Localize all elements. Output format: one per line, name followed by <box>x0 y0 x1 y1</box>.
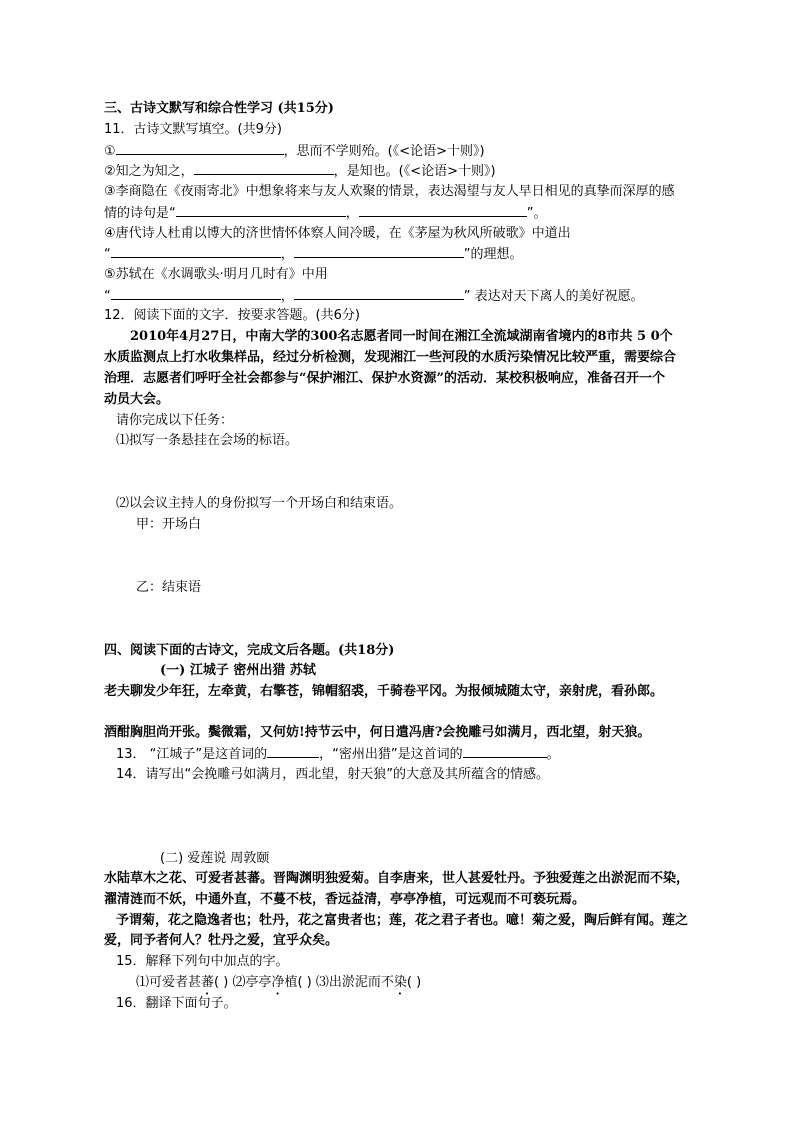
recite-line-2 <box>104 163 496 180</box>
task-2-closing: 乙：结束语 <box>136 580 202 595</box>
task-2: ⑵以会议主持人的身份拟写一个开场白和结束语。 <box>116 496 403 511</box>
text: 。 <box>546 747 560 762</box>
answer-blank[interactable] <box>176 205 346 217</box>
text: ”的理想。 <box>463 247 523 262</box>
question-14: 14．请写出“会挽雕弓如满月，西北望，射天狼”的大意及其所蕴含的情感。 <box>116 767 550 782</box>
text: ( ) <box>406 975 422 990</box>
question-15: 15．解释下列句中加点的字。 <box>116 954 289 969</box>
text: ，“密州出猎”是这首词的 <box>319 747 463 762</box>
question-11: 11．古诗文默写填空。(共9分) <box>104 122 282 137</box>
text: 情的诗句是“ <box>104 206 176 221</box>
dotted-char: 染 <box>393 975 407 990</box>
text: ， <box>280 247 294 262</box>
answer-blank[interactable] <box>267 746 319 758</box>
question-16: 16．翻译下面句子。 <box>116 996 237 1011</box>
question-13 <box>116 746 560 763</box>
answer-blank[interactable] <box>111 288 281 300</box>
text: ， <box>280 289 294 304</box>
recite-line-4 <box>104 205 547 222</box>
answer-blank[interactable] <box>294 246 464 258</box>
recite-line-3: ③李商隐在《夜雨寄北》中想象将来与友人欢聚的情景，表达渴望与友人早日相见的真挚而深厚的感 <box>104 184 675 199</box>
question-15-items <box>136 975 421 998</box>
section-3-title: 三、古诗文默写和综合性学习 (共15分) <box>104 101 334 116</box>
answer-blank[interactable] <box>111 246 281 258</box>
recite-line-7: ⑤苏轼在《水调歌头·明月几时有》中用 <box>104 267 328 282</box>
prose-line: 爱，同予者何人？牡丹之爱，宜乎众矣。 <box>104 933 339 948</box>
prose-line: 予谓菊，花之隐逸者也；牡丹，花之富贵者也；莲，花之君子者也。噫！菊之爱，陶后鲜有闻。莲之 <box>116 913 689 928</box>
text: “ <box>104 289 111 304</box>
dotted-char: 蕃 <box>201 975 215 990</box>
answer-blank[interactable] <box>359 205 527 217</box>
text: ” 表达对天下离人的美好祝愿。 <box>463 289 644 304</box>
prose-line: 濯清涟而不妖，中通外直，不蔓不枝，香远益清，亭亭净植，可远观而不可亵玩焉。 <box>104 892 586 907</box>
answer-blank[interactable] <box>294 288 464 300</box>
text: 植( ) ⑶出淤泥而不 <box>284 975 394 990</box>
poem-1-line: 老夫聊发少年狂，左牵黄，右擎苍，锦帽貂裘，千骑卷平冈。为报倾城随太守，亲射虎，看孙郎。 <box>104 684 664 699</box>
text: “ <box>104 247 111 262</box>
task-intro: 请你完成以下任务： <box>116 413 234 428</box>
prose-line: 水陆草木之花、可爱者甚蕃。晋陶渊明独爱菊。自李唐来，世人甚爱牡丹。予独爱莲之出淤泥而不染， <box>104 871 690 886</box>
dotted-char: 净 <box>271 975 285 990</box>
text: 13． “江城子”是这首词的 <box>116 747 268 762</box>
section-4-title: 四、阅读下面的古诗文，完成文后各题。(共18分) <box>104 643 395 658</box>
recite-line-5: ④唐代诗人杜甫以博大的济世情怀体察人间冷暖，在《茅屋为秋风所破歌》中道出 <box>104 226 571 241</box>
answer-blank[interactable] <box>194 163 334 175</box>
text: ， <box>345 206 359 221</box>
recite-line-6 <box>104 246 523 263</box>
passage-line: 水质监测点上打水收集样品，经过分析检测，发现湘江一些河段的水质污染情况比较严重，需要综合 <box>104 350 677 365</box>
text: ②知之为知之， <box>104 164 194 179</box>
text: ⑴可爱者甚 <box>136 975 202 990</box>
task-1: ⑴拟写一条悬挂在会场的标语。 <box>116 433 299 448</box>
text: ( ) ⑵亭亭 <box>214 975 272 990</box>
text: ，是知也。(《<论语>十则》) <box>333 164 496 179</box>
text: ① <box>104 144 116 159</box>
text: ”。 <box>526 206 547 221</box>
question-12: 12．阅读下面的文字．按要求答题。(共6分) <box>104 308 360 323</box>
poem-1-line: 酒酣胸胆尚开张。鬓微霜，又何妨!持节云中，何日遣冯唐?会挽雕弓如满月，西北望，射天狼。 <box>104 725 651 740</box>
recite-line-1 <box>104 143 485 160</box>
passage-line: 动员大会。 <box>104 392 170 407</box>
passage-line: 2010年4月27日，中南大学的300名志愿者同一时间在湘江全流域湖南省境内的8市共 5 0个 <box>130 329 673 344</box>
poem-1-heading: (一) 江城子 密州出猎 苏轼 <box>160 663 316 678</box>
recite-line-8 <box>104 288 644 305</box>
text: ，思而不学则殆。(《<论语>十则》) <box>283 144 485 159</box>
prose-heading: (二) 爱莲说 周敦颐 <box>160 851 270 866</box>
passage-line: 治理．志愿者们呼吁全社会都参与“保护湘江、保护水资源”的活动．某校积极响应，准备召开一个 <box>104 371 665 386</box>
answer-blank[interactable] <box>116 143 284 155</box>
task-2-opening: 甲：开场白 <box>136 517 202 532</box>
answer-blank[interactable] <box>463 746 547 758</box>
